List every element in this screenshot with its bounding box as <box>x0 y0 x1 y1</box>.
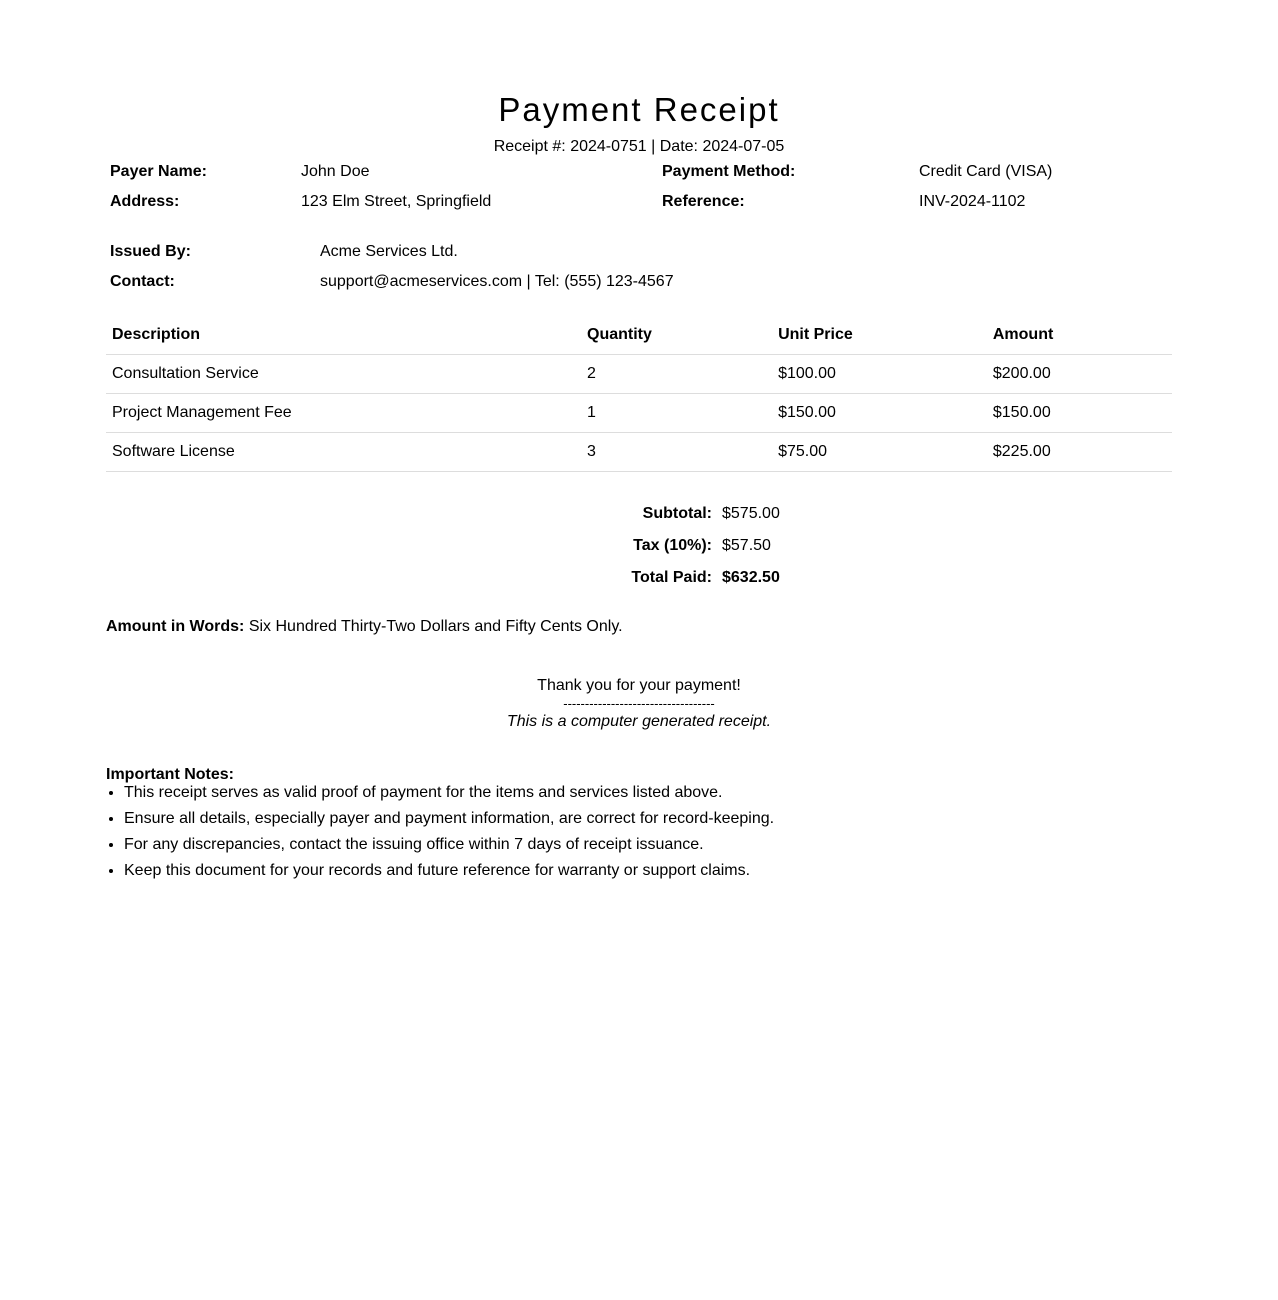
items-table <box>106 316 1172 472</box>
list-item: • This receipt serves as valid proof of payment for the items and services listed above. <box>124 784 774 802</box>
table-header-row <box>106 316 1172 355</box>
cell-quantity: 1 <box>581 394 772 433</box>
tax-value: $57.50 <box>722 537 771 554</box>
list-item: • Ensure all details, especially payer and payment information, are correct for record-keeping. <box>124 810 774 828</box>
notes-list <box>106 784 774 888</box>
cell-description: Project Management Fee <box>106 394 581 433</box>
cell-quantity: 2 <box>581 355 772 394</box>
header-amount: Amount <box>987 316 1172 355</box>
table-row <box>106 355 1172 394</box>
payer-name-label: Payer Name: <box>110 163 207 180</box>
cell-unit-price: $150.00 <box>772 394 987 433</box>
list-item: • Keep this document for your records and future reference for warranty or support claims. <box>124 862 774 880</box>
header-description: Description <box>106 316 581 355</box>
issued-by-label: Issued By: <box>110 243 191 260</box>
page-title: Payment Receipt <box>498 91 780 128</box>
reference-value: INV-2024-1102 <box>919 193 1026 210</box>
cell-amount: $225.00 <box>987 433 1172 472</box>
cell-unit-price: $75.00 <box>772 433 987 472</box>
subtotal-value: $575.00 <box>722 505 780 522</box>
reference-label: Reference: <box>662 193 745 210</box>
total-paid-label: Total Paid: <box>631 569 712 586</box>
subtotal-label: Subtotal: <box>642 505 712 522</box>
table-row <box>106 394 1172 433</box>
cell-amount: $150.00 <box>987 394 1172 433</box>
contact-value: support@acmeservices.com | Tel: (555) 123-4567 <box>320 273 674 290</box>
header-unit-price: Unit Price <box>772 316 987 355</box>
computer-generated-note: This is a computer generated receipt. <box>506 713 772 730</box>
contact-label: Contact: <box>110 273 175 290</box>
total-paid-value: $632.50 <box>722 569 780 586</box>
amount-in-words-text: Six Hundred Thirty-Two Dollars and Fifty Cents Only. <box>248 618 623 635</box>
issued-by-value: Acme Services Ltd. <box>320 243 458 260</box>
footer-divider: ----------------------------------- <box>563 696 715 711</box>
receipt-number-date: Receipt #: 2024-0751 | Date: 2024-07-05 <box>493 138 785 155</box>
list-item: • For any discrepancies, contact the issuing office within 7 days of receipt issuance. <box>124 836 774 854</box>
cell-unit-price: $100.00 <box>772 355 987 394</box>
cell-amount: $200.00 <box>987 355 1172 394</box>
address-value: 123 Elm Street, Springfield <box>301 193 492 210</box>
tax-label: Tax (10%): <box>633 537 712 554</box>
amount-in-words-label: Amount in Words: <box>106 618 245 635</box>
cell-description: Software License <box>106 433 581 472</box>
cell-description: Consultation Service <box>106 355 581 394</box>
notes-heading: Important Notes: <box>106 766 234 783</box>
header-quantity: Quantity <box>581 316 772 355</box>
payment-method-label: Payment Method: <box>662 163 796 180</box>
thank-you-message: Thank you for your payment! <box>537 677 741 694</box>
address-label: Address: <box>110 193 180 210</box>
amount-in-words <box>106 618 623 636</box>
payer-name-value: John Doe <box>301 163 370 180</box>
table-row <box>106 433 1172 472</box>
cell-quantity: 3 <box>581 433 772 472</box>
payment-method-value: Credit Card (VISA) <box>919 163 1053 180</box>
